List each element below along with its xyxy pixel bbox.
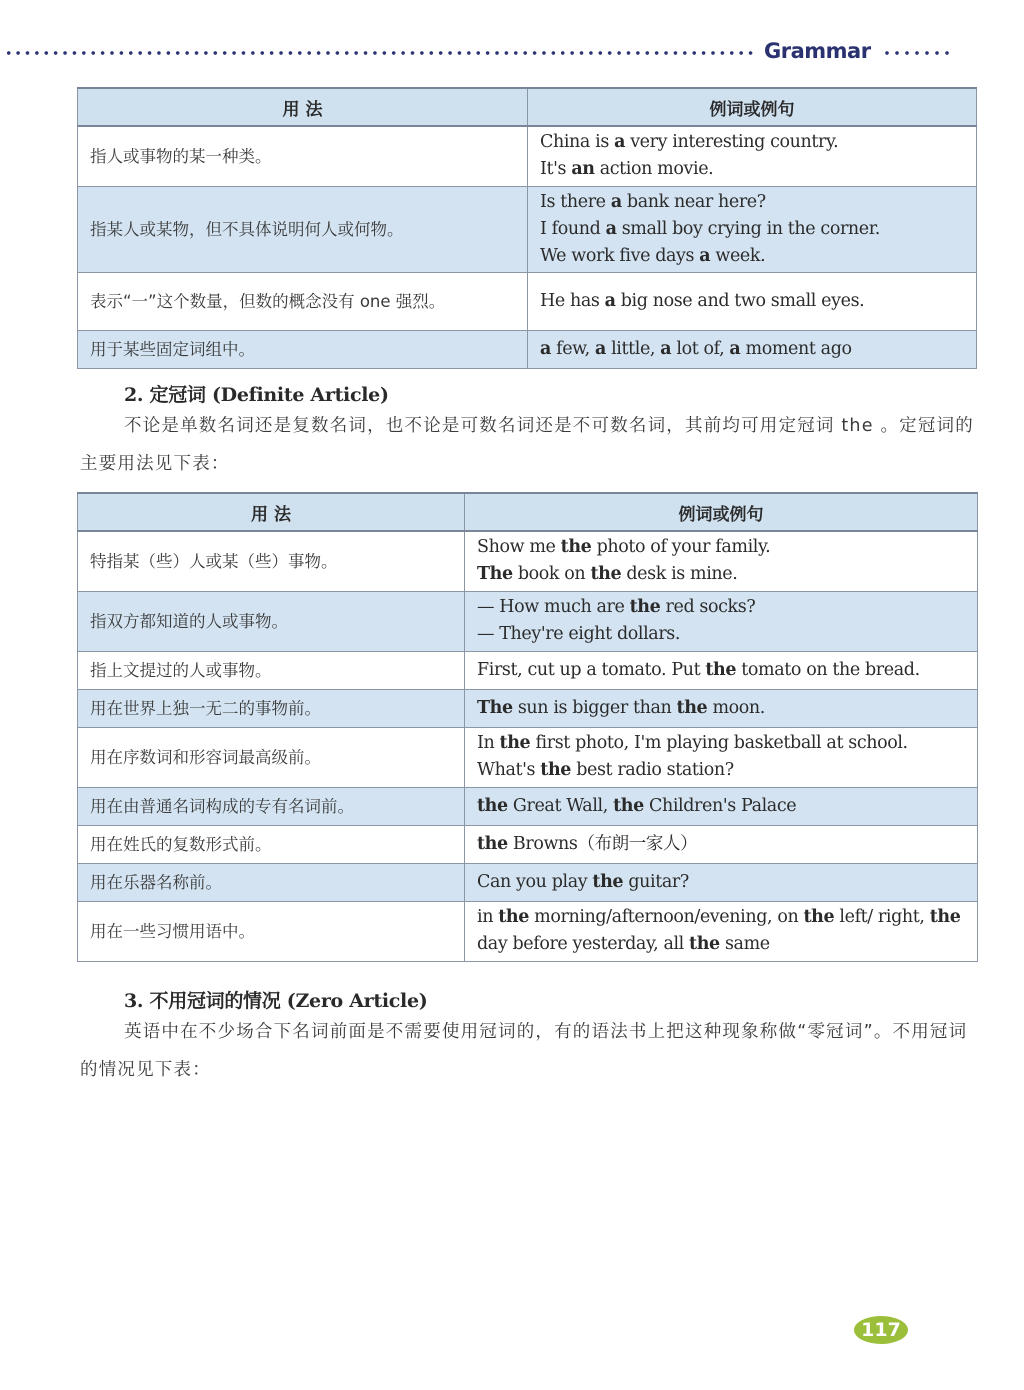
table-row <box>78 727 978 787</box>
usage-cell: 用在由普通名词构成的专有名词前。 <box>78 787 465 825</box>
example-line: — They're eight dollars. <box>477 624 681 644</box>
example-cell <box>465 651 978 689</box>
section-2-heading: 2. 定冠词 (Definite Article) <box>124 384 389 406</box>
example-cell <box>465 787 978 825</box>
example-line: Is there a bank near here? <box>540 191 766 212</box>
example-line: Show me the photo of your family. <box>477 537 771 558</box>
example-line: a few, a little, a lot of, a moment ago <box>540 338 852 359</box>
example-cell <box>465 591 978 651</box>
example-cell <box>465 689 978 727</box>
example-line: the Great Wall, the Children's Palace <box>477 795 797 816</box>
example-cell <box>465 825 978 863</box>
column-header-examples: 例词或例句 <box>528 88 977 126</box>
usage-cell: 指人或事物的某一种类。 <box>78 126 528 186</box>
example-cell <box>465 901 978 961</box>
usage-cell: 指上文提过的人或事物。 <box>78 651 465 689</box>
example-cell <box>465 531 978 591</box>
table-row <box>78 787 978 825</box>
indefinite-article-table <box>77 87 977 369</box>
usage-cell: 指双方都知道的人或事物。 <box>78 591 465 651</box>
example-line: First, cut up a tomato. Put the tomato on the bread. <box>477 659 920 680</box>
table-row <box>78 330 977 368</box>
example-line: In the first photo, I'm playing basketball at school. <box>477 733 908 753</box>
example-cell <box>528 126 977 186</box>
usage-cell: 特指某（些）人或某（些）事物。 <box>78 531 465 591</box>
example-line: It's an action movie. <box>540 159 714 180</box>
usage-cell: 用在世界上独一无二的事物前。 <box>78 689 465 727</box>
example-line: What's the best radio station? <box>477 760 734 780</box>
example-line: China is a very interesting country. <box>540 132 839 153</box>
example-line: — How much are the red socks? <box>477 597 756 617</box>
usage-cell: 表示“一”这个数量，但数的概念没有 one 强烈。 <box>78 272 528 330</box>
example-line: We work five days a week. <box>540 245 766 266</box>
example-cell <box>465 727 978 787</box>
definite-article-table <box>77 492 978 962</box>
section-3-paragraph: 英语中在不少场合下名词前面是不需要使用冠词的，有的语法书上把这种现象称做“零冠词”。不用冠词的情况见下表： <box>80 1022 968 1080</box>
usage-cell: 用于某些固定词组中。 <box>78 330 528 368</box>
example-line: the Browns（布朗一家人） <box>477 833 698 854</box>
usage-cell: 用在序数词和形容词最高级前。 <box>78 727 465 787</box>
section-label: Grammar <box>764 39 871 63</box>
table-row <box>78 186 977 272</box>
table1-body <box>78 126 977 368</box>
table-row <box>78 126 977 186</box>
example-cell <box>528 330 977 368</box>
table-row <box>78 272 977 330</box>
table-row <box>78 689 978 727</box>
example-line: The book on the desk is mine. <box>477 564 738 585</box>
table-row <box>78 531 978 591</box>
example-line: Can you play the guitar? <box>477 871 689 892</box>
example-line: in the morning/afternoon/evening, on the left/ right, the day before yesterday, all the same <box>477 907 961 954</box>
example-cell <box>528 272 977 330</box>
usage-cell: 用在姓氏的复数形式前。 <box>78 825 465 863</box>
table-row <box>78 901 978 961</box>
table-row <box>78 825 978 863</box>
usage-cell: 用在一些习惯用语中。 <box>78 901 465 961</box>
dotted-rule-right <box>882 50 952 56</box>
table-row <box>78 591 978 651</box>
column-header-examples: 例词或例句 <box>465 493 978 531</box>
example-line: He has a big nose and two small eyes. <box>540 290 865 311</box>
table2-body <box>78 531 978 961</box>
table-row <box>78 651 978 689</box>
usage-cell: 用在乐器名称前。 <box>78 863 465 901</box>
page-header <box>0 38 1024 68</box>
column-header-usage: 用 法 <box>78 493 465 531</box>
section-3-heading: 3. 不用冠词的情况 (Zero Article) <box>124 990 428 1012</box>
example-cell <box>528 186 977 272</box>
usage-cell: 指某人或某物，但不具体说明何人或何物。 <box>78 186 528 272</box>
example-line: I found a small boy crying in the corner. <box>540 218 880 239</box>
column-header-usage: 用 法 <box>78 88 528 126</box>
example-line: The sun is bigger than the moon. <box>477 697 765 718</box>
dotted-rule-left <box>4 50 756 56</box>
page-number-badge: 117 <box>854 1316 908 1344</box>
table-row <box>78 863 978 901</box>
example-cell <box>465 863 978 901</box>
section-2-paragraph: 不论是单数名词还是复数名词，也不论是可数名词还是不可数名词，其前均可用定冠词 the 。定冠词的主要用法见下表： <box>80 416 974 474</box>
